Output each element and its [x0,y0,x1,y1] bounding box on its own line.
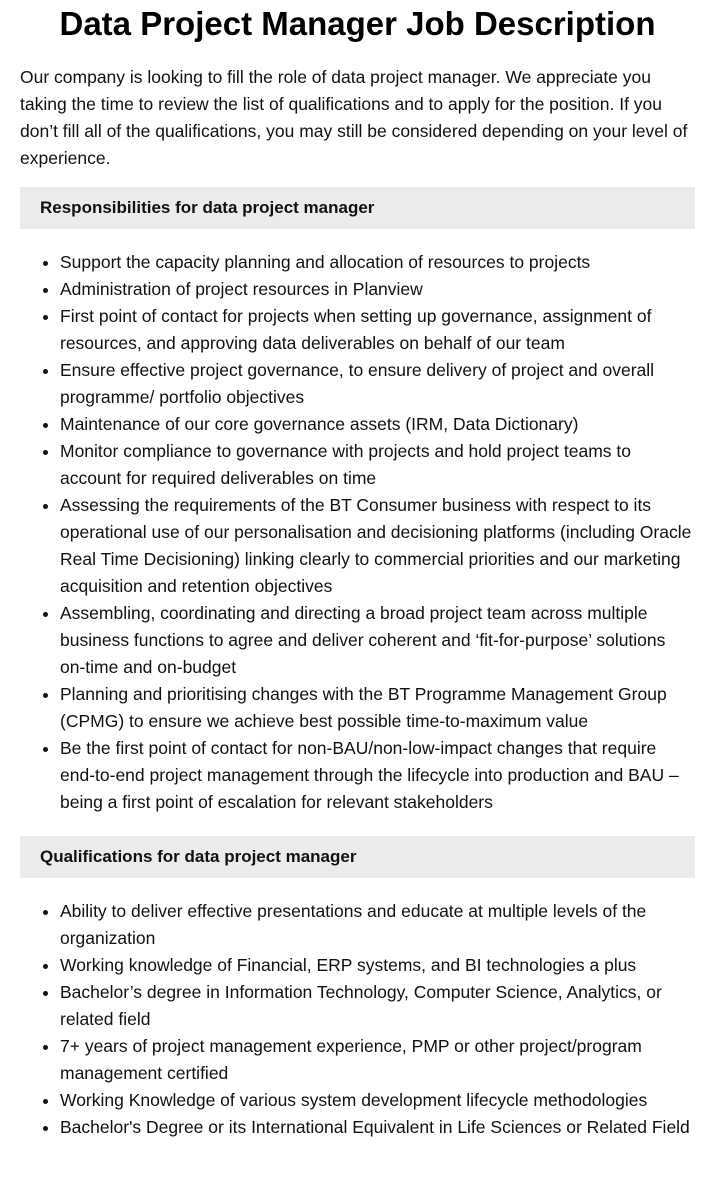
list-item: • Planning and prioritising changes with the BT Programme Management Group (CPMG) to ensure we achieve best possible time-to-maximum value [60,681,695,735]
list-item: • Working knowledge of Financial, ERP systems, and BI technologies a plus [60,952,695,979]
qualifications-heading: Qualifications for data project manager [20,836,695,878]
list-item: • Support the capacity planning and allocation of resources to projects [60,249,695,276]
responsibilities-list [20,249,695,816]
page-title: Data Project Manager Job Description [59,5,656,42]
list-item: • Bachelor's Degree or its International Equivalent in Life Sciences or Related Field [60,1114,695,1141]
intro-paragraph: Our company is looking to fill the role of data project manager. We appreciate you taking the time to review the list of qualifications and to apply for the position. If you don’t fill all of the qualifications, you may still be considered depending on your level of experience. [20,67,688,168]
list-item: • Working Knowledge of various system development lifecycle methodologies [60,1087,695,1114]
responsibilities-heading: Responsibilities for data project manager [20,187,695,229]
list-item: • Bachelor’s degree in Information Technology, Computer Science, Analytics, or related field [60,979,695,1033]
list-item: • Ensure effective project governance, to ensure delivery of project and overall programme/ portfolio objectives [60,357,695,411]
list-item: • Assembling, coordinating and directing a broad project team across multiple business functions to agree and deliver coherent and ‘fit-for-purpose’ solutions on-time and on-budget [60,600,695,681]
list-item: • Monitor compliance to governance with projects and hold project teams to account for required deliverables on time [60,438,695,492]
list-item: • Assessing the requirements of the BT Consumer business with respect to its operational use of our personalisation and decisioning platforms (including Oracle Real Time Decisioning) linking clearly to commercial priorities and our marketing acquisition and retention objectives [60,492,695,600]
list-item: • 7+ years of project management experience, PMP or other project/program management certified [60,1033,695,1087]
list-item: • Administration of project resources in Planview [60,276,695,303]
list-item: • Ability to deliver effective presentations and educate at multiple levels of the organization [60,898,695,952]
qualifications-list [20,898,695,1141]
list-item: • Maintenance of our core governance assets (IRM, Data Dictionary) [60,411,695,438]
list-item: • Be the first point of contact for non-BAU/non-low-impact changes that require end-to-end project management through the lifecycle into production and BAU – being a first point of escalation for relevant stakeholders [60,735,695,816]
list-item: • First point of contact for projects when setting up governance, assignment of resources, and approving data deliverables on behalf of our team [60,303,695,357]
